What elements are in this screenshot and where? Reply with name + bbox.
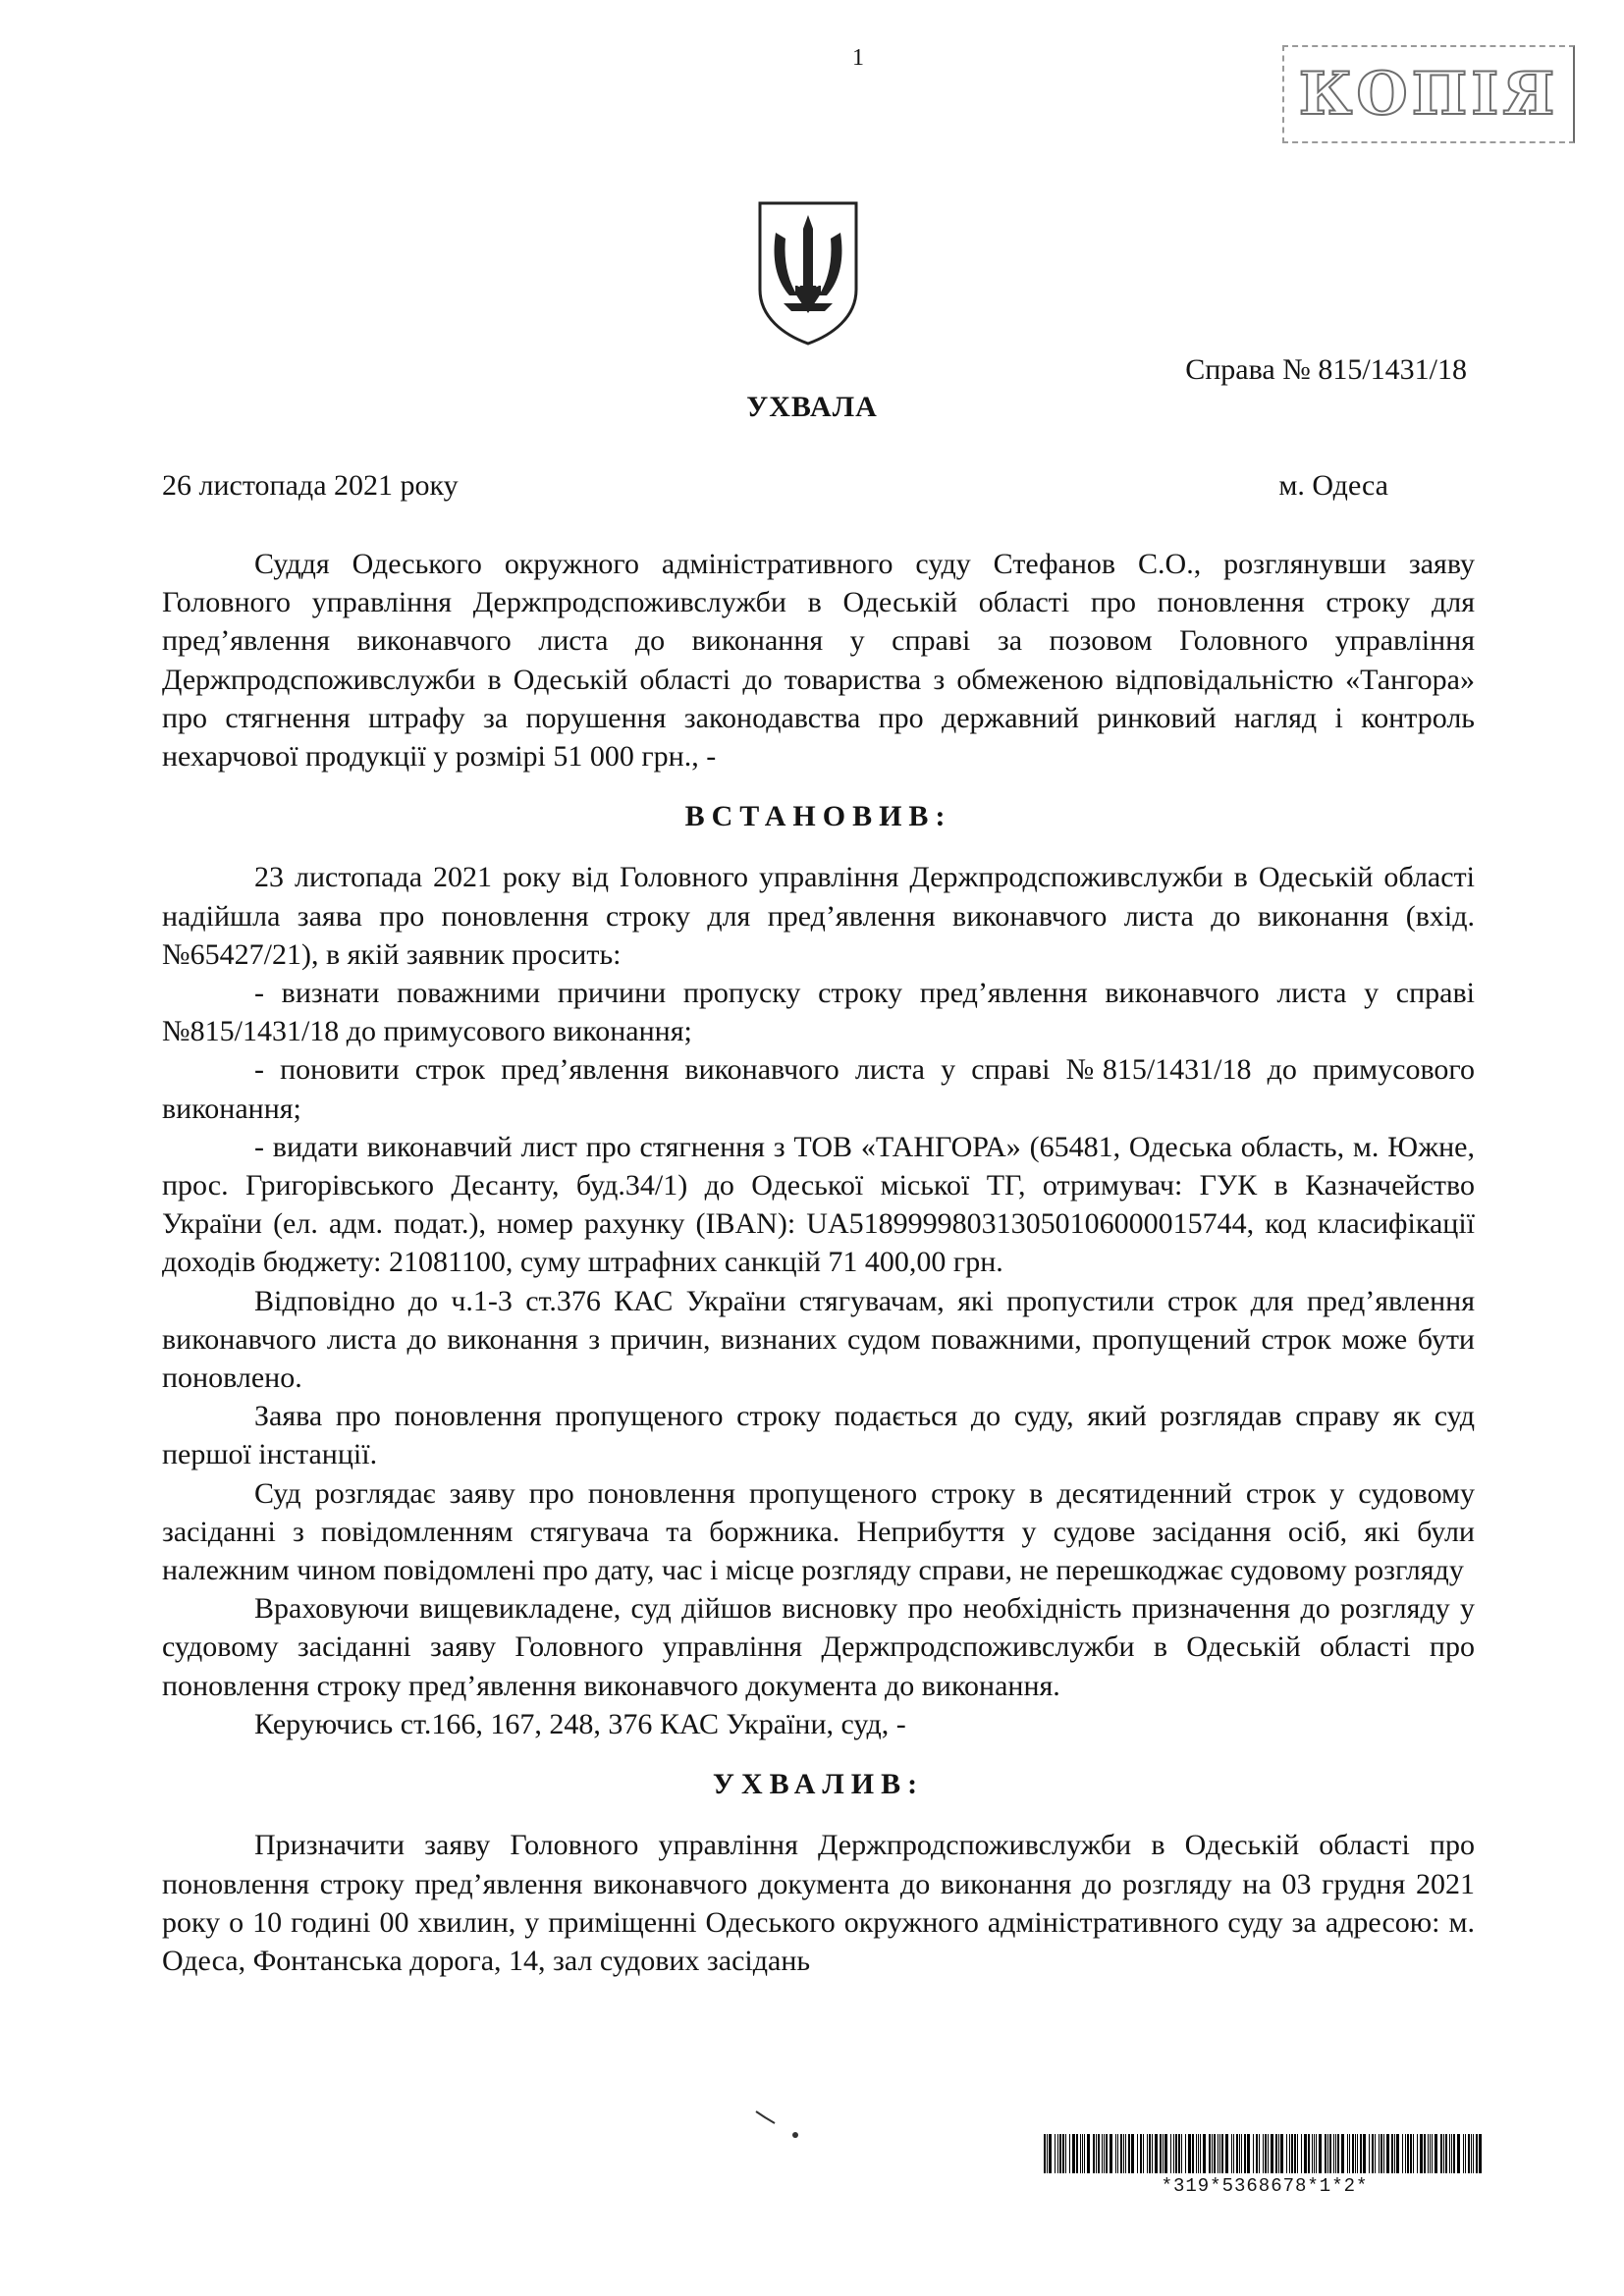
barcode-bar bbox=[1268, 2134, 1269, 2173]
body-paragraph: Заява про поновлення пропущеного строку подається до суду, який розглядав справу як суд першої інстанції. bbox=[162, 1400, 1475, 1471]
barcode-bar bbox=[1106, 2134, 1108, 2173]
barcode-bar bbox=[1225, 2134, 1228, 2173]
barcode-bar bbox=[1120, 2134, 1122, 2173]
barcode-bar bbox=[1170, 2134, 1171, 2173]
request-item: - визнати поважними причини пропуску строку пред’явлення виконавчого листа у справі №815/1431/18 до примусового виконання; bbox=[162, 977, 1475, 1048]
barcode-bar bbox=[1104, 2134, 1105, 2173]
barcode-bar bbox=[1372, 2134, 1374, 2173]
barcode-bar bbox=[1084, 2134, 1085, 2173]
barcode-bar bbox=[1140, 2134, 1142, 2173]
barcode-bar bbox=[1244, 2134, 1246, 2173]
barcode-bar bbox=[1065, 2134, 1066, 2173]
barcode-bar bbox=[1337, 2134, 1339, 2173]
barcode-bar bbox=[1173, 2134, 1174, 2173]
barcode-bar bbox=[1275, 2134, 1277, 2173]
barcode-bar bbox=[1432, 2134, 1433, 2173]
barcode-bar bbox=[1278, 2134, 1279, 2173]
barcode bbox=[1044, 2134, 1486, 2197]
barcode-bar bbox=[1181, 2134, 1182, 2173]
barcode-bar bbox=[1123, 2134, 1124, 2173]
barcode-bar bbox=[1259, 2134, 1260, 2173]
copy-stamp bbox=[1282, 45, 1575, 143]
barcode-bar bbox=[1263, 2134, 1264, 2173]
barcode-bar bbox=[1076, 2134, 1078, 2173]
section-heading-ruled: УХВАЛИВ: bbox=[712, 1768, 925, 1801]
request-item: - видати виконавчий лист про стягнення з ТОВ «ТАНГОРА» (65481, Одеська область, м. Южне, прос. Григорівського Десанту, буд.34/1) до Одеської міської ТГ, отримувач: ГУК в Казначейство України (ел. адм. подат.), номер рахунку (IBAN): UA518999980313050106000015744, код класифікації доходів бюджету: 21081100, суму штрафних санкцій 71 400,00 грн. bbox=[162, 1130, 1475, 1279]
barcode-bar bbox=[1236, 2134, 1238, 2173]
barcode-bar bbox=[1137, 2134, 1138, 2173]
barcode-bar bbox=[1221, 2134, 1223, 2173]
barcode-bar bbox=[1420, 2134, 1423, 2173]
barcode-bar bbox=[1386, 2134, 1389, 2173]
barcode-bar bbox=[1327, 2134, 1328, 2173]
barcode-bar bbox=[1055, 2134, 1056, 2173]
barcode-bar bbox=[1394, 2134, 1395, 2173]
barcode-bar bbox=[1096, 2134, 1097, 2173]
barcode-bar bbox=[1383, 2134, 1384, 2173]
barcode-bar bbox=[1294, 2134, 1296, 2173]
barcode-bar bbox=[1410, 2134, 1412, 2173]
barcode-bar bbox=[1341, 2134, 1344, 2173]
barcode-bar bbox=[1049, 2134, 1052, 2173]
barcode-bar bbox=[1163, 2134, 1164, 2173]
barcode-bar bbox=[1152, 2134, 1153, 2173]
barcode-bar bbox=[1453, 2134, 1455, 2173]
barcode-bar bbox=[1203, 2134, 1206, 2173]
barcode-bar bbox=[1160, 2134, 1162, 2173]
barcode-bar bbox=[1375, 2134, 1376, 2173]
case-number: Справа № 815/1431/18 bbox=[1185, 353, 1467, 386]
barcode-bar bbox=[1405, 2134, 1406, 2173]
barcode-bar bbox=[1265, 2134, 1267, 2173]
barcode-bar bbox=[1128, 2134, 1130, 2173]
barcode-bar bbox=[1449, 2134, 1450, 2173]
barcode-bar bbox=[1198, 2134, 1199, 2173]
body-paragraph: Враховуючи вищевикладене, суд дійшов висновку про необхідність призначення до розгляду у судовому засіданні заяву Головного управління Держпродспоживслужби в Одеській області про поновлення строку пред’явлення виконавчого документа до виконання. bbox=[162, 1592, 1475, 1702]
barcode-bar bbox=[1349, 2134, 1350, 2173]
barcode-bar bbox=[1082, 2134, 1083, 2173]
barcode-bar bbox=[1443, 2134, 1444, 2173]
barcode-bar bbox=[1297, 2134, 1298, 2173]
barcode-bar bbox=[1396, 2134, 1399, 2173]
barcode-bar bbox=[1098, 2134, 1100, 2173]
body-paragraph: Керуючись ст.166, 167, 248, 376 КАС України, суд, - bbox=[254, 1707, 906, 1740]
body-paragraph: 23 листопада 2021 року від Головного управління Держпродспоживслужби в Одеській області надійшла заява про поновлення строку для пред’явлення виконавчого листа до виконання (вхід. №65427/21), в якій заявник просить: bbox=[162, 861, 1475, 971]
barcode-bar bbox=[1424, 2134, 1426, 2173]
barcode-bar bbox=[1301, 2134, 1302, 2173]
barcode-bar bbox=[1319, 2134, 1322, 2173]
barcode-bar bbox=[1093, 2134, 1095, 2173]
document-body bbox=[162, 545, 1475, 1980]
barcode-bar bbox=[1380, 2134, 1382, 2173]
barcode-bar bbox=[1413, 2134, 1414, 2173]
barcode-bar bbox=[1044, 2134, 1046, 2173]
barcode-bar bbox=[1473, 2134, 1474, 2173]
ruling-paragraph: Призначити заяву Головного управління Держпродспоживслужби в Одеській області про поновлення строку пред’явлення виконавчого документа до виконання до розгляду на 03 грудня 2021 року о 10 годині 00 хвилин, у приміщенні Одеського окружного адміністративного суду за адресою: м. Одеса, Фонтанська дорога, 14, зал судових засідань bbox=[162, 1829, 1475, 1977]
barcode-bar bbox=[1072, 2134, 1075, 2173]
barcode-bar bbox=[1149, 2134, 1151, 2173]
barcode-bar bbox=[1196, 2134, 1197, 2173]
barcode-bar bbox=[1463, 2134, 1464, 2173]
barcode-bar bbox=[1271, 2134, 1273, 2173]
barcode-bar bbox=[1214, 2134, 1216, 2173]
barcode-bar bbox=[1347, 2134, 1348, 2173]
barcode-bar bbox=[1117, 2134, 1118, 2173]
barcode-bar bbox=[1402, 2134, 1403, 2173]
barcode-bar bbox=[1185, 2134, 1186, 2173]
barcode-bar bbox=[1143, 2134, 1144, 2173]
barcode-bar bbox=[1316, 2134, 1317, 2173]
body-paragraph: Відповідно до ч.1-3 ст.376 КАС України стягувачам, які пропустили строк для пред’явлення виконавчого листа до виконання з причин, визнаних судом поважними, пропущений строк може бути поновлено. bbox=[162, 1284, 1475, 1395]
barcode-bar bbox=[1312, 2134, 1313, 2173]
barcode-bar bbox=[1391, 2134, 1393, 2173]
barcode-bar bbox=[1188, 2134, 1191, 2173]
barcode-bar bbox=[1428, 2134, 1429, 2173]
body-paragraph: Суд розглядає заяву про поновлення пропущеного строку в десятиденний строк у судовому засіданні з повідомленням стягувача та боржника. Неприбуття у судове засідання осіб, які були належним чином повідомлені про дату, час і місце розгляду справи, не перешкоджає судовому розгляду bbox=[162, 1476, 1475, 1587]
barcode-bar bbox=[1280, 2134, 1283, 2173]
barcode-bar bbox=[1440, 2134, 1442, 2173]
barcode-bar bbox=[1200, 2134, 1201, 2173]
document-city: м. Одеса bbox=[1278, 469, 1388, 502]
barcode-bar bbox=[1057, 2134, 1058, 2173]
barcode-bar bbox=[1479, 2134, 1482, 2173]
barcode-bar bbox=[1239, 2134, 1240, 2173]
barcode-bar bbox=[1457, 2134, 1460, 2173]
copy-stamp-text: КОПІЯ bbox=[1298, 60, 1559, 129]
barcode-bar bbox=[1125, 2134, 1126, 2173]
barcode-bar bbox=[1253, 2134, 1254, 2173]
barcode-bar bbox=[1355, 2134, 1356, 2173]
barcode-bar bbox=[1233, 2134, 1234, 2173]
barcode-bar bbox=[1329, 2134, 1331, 2173]
barcode-text: *319*5368678*1*2* bbox=[1161, 2175, 1369, 2197]
barcode-bar bbox=[1062, 2134, 1064, 2173]
page-number: 1 bbox=[852, 45, 864, 71]
barcode-bar bbox=[1192, 2134, 1194, 2173]
barcode-bar bbox=[1164, 2134, 1167, 2173]
scan-mark-icon bbox=[751, 2106, 810, 2145]
barcode-bar bbox=[1069, 2134, 1070, 2173]
barcode-bar bbox=[1115, 2134, 1116, 2173]
barcode-bar bbox=[1175, 2134, 1177, 2173]
barcode-bar bbox=[1407, 2134, 1409, 2173]
barcode-bar bbox=[1102, 2134, 1103, 2173]
barcode-bar bbox=[1363, 2134, 1366, 2173]
barcode-bar bbox=[1212, 2134, 1213, 2173]
barcode-bar bbox=[1451, 2134, 1452, 2173]
barcode-bar bbox=[1304, 2134, 1307, 2173]
barcode-bar bbox=[1219, 2134, 1220, 2173]
barcode-bar bbox=[1241, 2134, 1242, 2173]
barcode-bar bbox=[1369, 2134, 1370, 2173]
barcode-bar bbox=[1471, 2134, 1472, 2173]
barcode-bar bbox=[1047, 2134, 1048, 2173]
trident-coat-of-arms-icon bbox=[754, 199, 862, 347]
barcode-bar bbox=[1352, 2134, 1354, 2173]
barcode-bar bbox=[1256, 2134, 1258, 2173]
barcode-bar bbox=[1417, 2134, 1418, 2173]
document-title: УХВАЛА bbox=[746, 391, 878, 423]
barcode-bar bbox=[1291, 2134, 1293, 2173]
barcode-bar bbox=[1147, 2134, 1148, 2173]
section-heading-established: ВСТАНОВИВ: bbox=[684, 800, 952, 833]
barcode-bar bbox=[1289, 2134, 1290, 2173]
barcode-bar bbox=[1110, 2134, 1112, 2173]
barcode-bar bbox=[1476, 2134, 1478, 2173]
barcode-bar bbox=[1059, 2134, 1061, 2173]
barcode-bar bbox=[1247, 2134, 1250, 2173]
barcode-bar bbox=[1155, 2134, 1158, 2173]
barcode-bar bbox=[1445, 2134, 1447, 2173]
barcode-bar bbox=[1357, 2134, 1358, 2173]
barcode-bar bbox=[1314, 2134, 1315, 2173]
barcode-bar bbox=[1178, 2134, 1180, 2173]
barcode-bar bbox=[1087, 2134, 1090, 2173]
barcode-bar bbox=[1209, 2134, 1211, 2173]
document-date: 26 листопада 2021 року bbox=[162, 469, 459, 502]
barcode-bar bbox=[1325, 2134, 1326, 2173]
barcode-bar bbox=[1468, 2134, 1470, 2173]
barcode-bar bbox=[1333, 2134, 1334, 2173]
barcode-bars bbox=[1044, 2134, 1486, 2173]
request-item: - поновити строк пред’явлення виконавчого листа у справі №815/1431/18 до примусового виконання; bbox=[162, 1053, 1475, 1125]
barcode-bar bbox=[1308, 2134, 1310, 2173]
barcode-bar bbox=[1379, 2134, 1380, 2173]
barcode-bar bbox=[1335, 2134, 1336, 2173]
barcode-bar bbox=[1231, 2134, 1232, 2173]
barcode-bar bbox=[1430, 2134, 1431, 2173]
barcode-bar bbox=[1360, 2134, 1362, 2173]
barcode-bar bbox=[1286, 2134, 1287, 2173]
intro-paragraph: Суддя Одеського окружного адміністративного суду Стефанов С.О., розглянувши заяву Головного управління Держпродспоживслужби в Одеській області про поновлення строку для пред’явлення виконавчого листа до виконання у справі за позовом Головного управління Держпродспоживслужби в Одеській області до товариства з обмеженою відповідальністю «Тангора» про стягнення штрафу за порушення законодавства про державний ринковий нагляд і контроль нехарчової продукції у розмірі 51 000 грн., - bbox=[162, 548, 1475, 774]
barcode-bar bbox=[1080, 2134, 1081, 2173]
barcode-bar bbox=[1131, 2134, 1134, 2173]
barcode-bar bbox=[1435, 2134, 1437, 2173]
barcode-bar bbox=[1465, 2134, 1466, 2173]
